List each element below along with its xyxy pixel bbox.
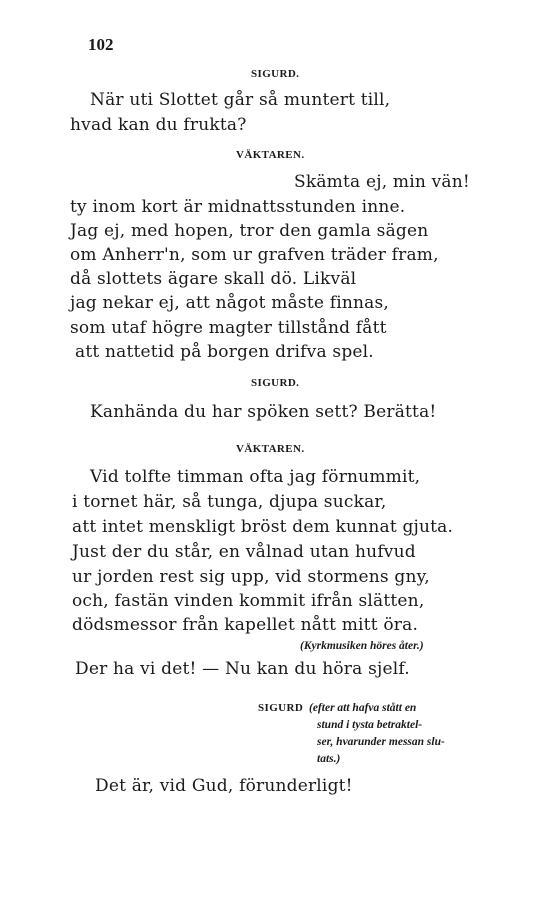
stage-direction: tats.) xyxy=(317,753,341,765)
stage-direction: (Kyrkmusiken höres åter.) xyxy=(300,640,424,652)
verse-line: jag nekar ej, att något måste finnas, xyxy=(70,293,390,313)
verse-line: att nattetid på borgen drifva spel. xyxy=(75,342,374,362)
speaker-name: SIGURD. xyxy=(251,377,300,389)
speaker-name: VÄKTAREN. xyxy=(236,149,305,161)
verse-line: då slottets ägare skall dö. Likväl xyxy=(70,269,357,289)
verse-line: i tornet här, så tunga, djupa suckar, xyxy=(72,492,387,512)
verse-line: och, fastän vinden kommit ifrån slätten, xyxy=(72,591,425,611)
stage-direction: stund i tysta betraktel- xyxy=(317,719,423,731)
speaker-name: VÄKTAREN. xyxy=(236,443,305,455)
verse-line: Just der du står, en vålnad utan hufvud xyxy=(72,542,416,562)
speaker-name: SIGURD xyxy=(258,702,304,714)
verse-line: Der ha vi det! — Nu kan du höra sjelf. xyxy=(75,659,410,679)
verse-line: som utaf högre magter tillstånd fått xyxy=(70,318,387,338)
verse-line: Det är, vid Gud, förunderligt! xyxy=(95,776,353,796)
stage-direction: (efter att hafva stått en xyxy=(309,702,417,714)
verse-line: ur jorden rest sig upp, vid stormens gny, xyxy=(72,567,430,587)
speaker-name: SIGURD. xyxy=(251,68,300,80)
page-number: 102 xyxy=(88,35,114,54)
verse-line: Jag ej, med hopen, tror den gamla sägen xyxy=(70,221,429,241)
verse-line: När uti Slottet går så muntert till, xyxy=(90,90,391,110)
verse-line: att intet menskligt bröst dem kunnat gjuta. xyxy=(72,517,454,537)
verse-line: dödsmessor från kapellet nått mitt öra. xyxy=(72,615,419,635)
verse-line: hvad kan du frukta? xyxy=(70,115,247,135)
verse-line: Kanhända du har spöken sett? Berätta! xyxy=(90,402,437,422)
stage-direction: ser, hvarunder messan slu- xyxy=(317,736,445,748)
verse-line: Skämta ej, min vän! xyxy=(294,172,470,192)
verse-line: om Anherr'n, som ur grafven träder fram, xyxy=(70,245,439,265)
verse-line: Vid tolfte timman ofta jag förnummit, xyxy=(90,467,421,487)
verse-line: ty inom kort är midnattsstunden inne. xyxy=(70,197,406,217)
